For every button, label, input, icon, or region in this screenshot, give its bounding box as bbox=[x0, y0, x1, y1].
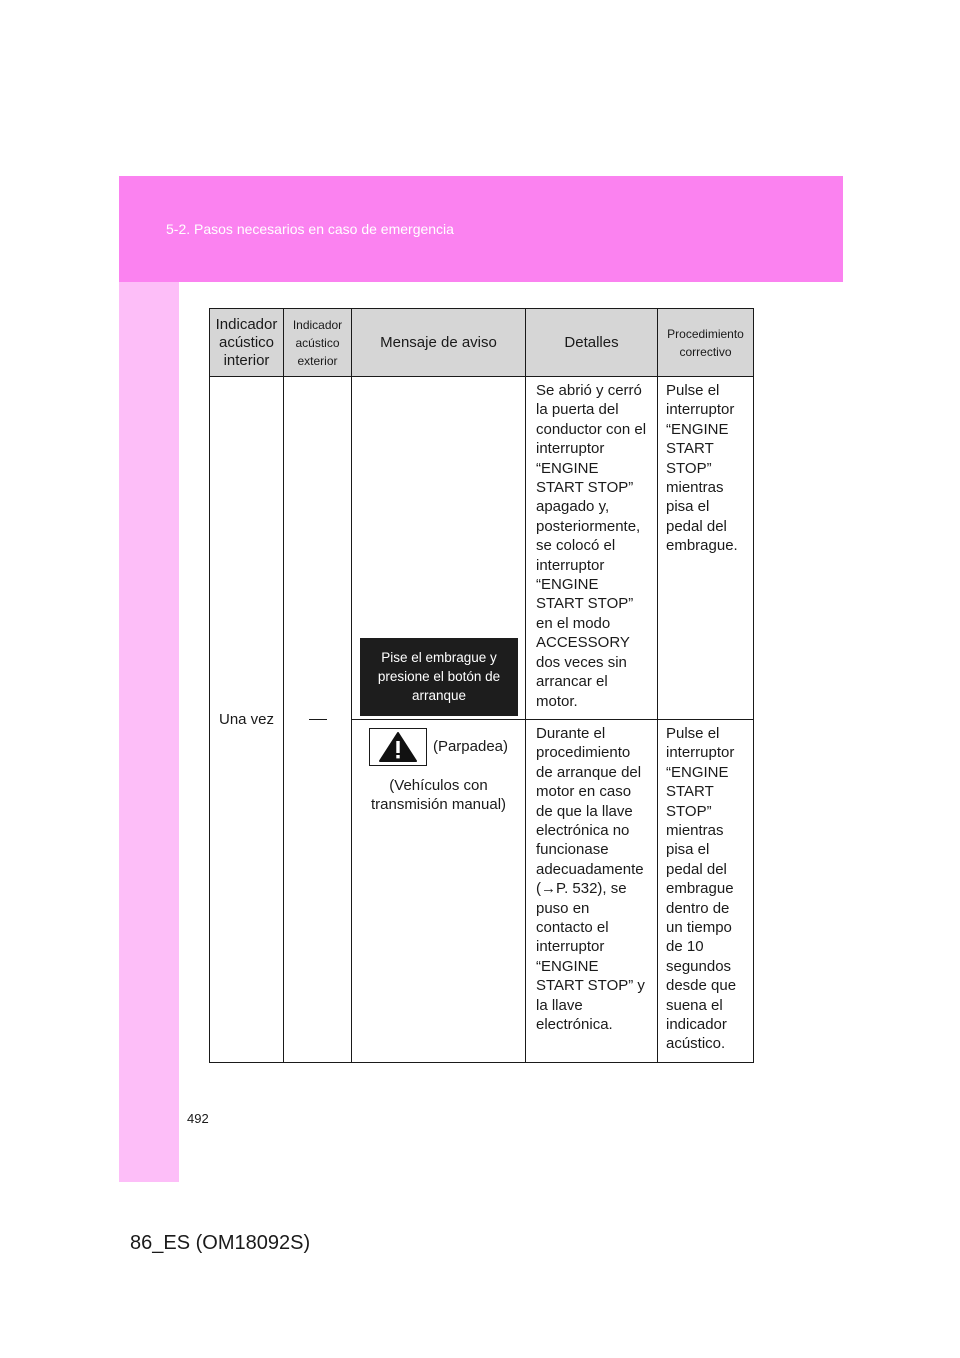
exterior-buzzer-value bbox=[309, 711, 327, 728]
warning-triangle-svg bbox=[378, 731, 418, 763]
page-number: 492 bbox=[187, 1111, 209, 1126]
exterior-buzzer-cell bbox=[284, 377, 352, 1063]
blink-label: (Parpadea) bbox=[432, 738, 509, 756]
header-warning-message: Mensaje de aviso bbox=[352, 309, 526, 377]
section-title: 5-2. Pasos necesarios en caso de emergencia bbox=[166, 221, 454, 237]
procedure-cell: Pulse el interruptor “ENGINE START STOP” mientras pisa el pedal del embrague dentro de un tiempo de 10 segundos desde que suena el indicador acústico. bbox=[658, 719, 754, 1062]
warning-display-screen: Pise el embrague y presione el botón de arranque bbox=[360, 638, 518, 716]
document-code: 86_ES (OM18092S) bbox=[130, 1232, 311, 1254]
vehicle-note: (Vehículos con transmisión manual) bbox=[370, 776, 507, 814]
warning-message-display-cell bbox=[352, 377, 526, 720]
procedure-cell: Pulse el interruptor “ENGINE START STOP” mientras pisa el pedal del embrague. bbox=[658, 377, 754, 720]
warning-icon-row bbox=[358, 728, 519, 766]
dash-line bbox=[309, 719, 327, 720]
header-exterior-buzzer: Indicador acústico exterior bbox=[284, 309, 352, 377]
table-row bbox=[210, 377, 754, 720]
warning-table bbox=[209, 308, 754, 1063]
warning-triangle-icon bbox=[369, 728, 427, 766]
header-interior-buzzer: Indicador acústico interior bbox=[210, 309, 284, 377]
details-cell: Se abrió y cerró la puerta del conductor con el interruptor “ENGINE START STOP” apagado y, posteriormente, se colocó el interruptor “ENGINE START STOP” en el modo ACCESSORY dos veces sin arrancar el motor. bbox=[526, 377, 658, 720]
details-cell: Durante el procedimiento de arranque del motor en caso de que la llave electrónica no funcionase adecuadamente (→P. 532), se puso en contacto el interruptor “ENGINE START STOP” y la llave electrónica. bbox=[526, 719, 658, 1062]
table-header-row bbox=[210, 309, 754, 377]
side-tab-strip bbox=[119, 282, 179, 1182]
header-corrective-procedure: Procedimiento correctivo bbox=[658, 309, 754, 377]
header-details: Detalles bbox=[526, 309, 658, 377]
interior-buzzer-cell bbox=[210, 377, 284, 1063]
warning-message-note-cell bbox=[352, 719, 526, 1062]
interior-buzzer-value: Una vez bbox=[219, 710, 275, 728]
